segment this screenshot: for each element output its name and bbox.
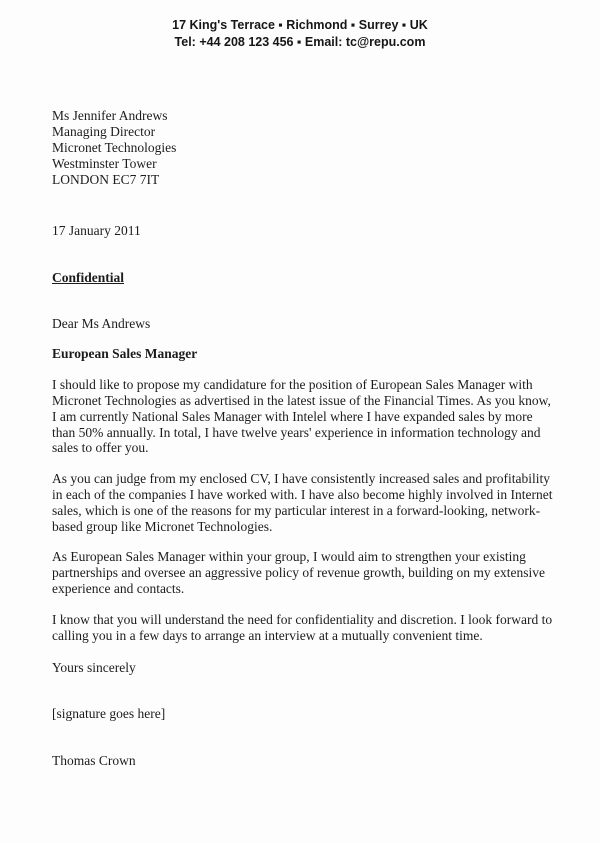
signature-placeholder: [signature goes here] (52, 706, 166, 722)
recipient-city-postcode: LONDON EC7 7IT (52, 172, 160, 187)
closing: Yours sincerely (52, 660, 136, 676)
letterhead (0, 0, 600, 51)
letterhead-contact-line: Tel: +44 208 123 456 ▪ Email: tc@repu.com (174, 35, 426, 49)
letter-body (52, 108, 554, 769)
body-paragraph-3: As European Sales Manager within your group, I would aim to strengthen your existing partnerships and oversee an aggressive policy of revenue growth, building on my extensive experience and contacts. (52, 549, 545, 596)
salutation: Dear Ms Andrews (52, 315, 151, 331)
subject-line: European Sales Manager (52, 346, 198, 362)
recipient-title: Managing Director (52, 124, 156, 139)
body-paragraph-1: I should like to propose my candidature for the position of European Sales Manager with Micronet Technologies as advertised in the latest issue of the Financial Times. As you know, I am currently National Sales Manager with Intelel where I have expanded sales by more than 50% annually. In total, I have twelve years' experience in information technology and sales to offer you. (52, 377, 551, 456)
body-paragraph-4: I know that you will understand the need for confidentiality and discretion. I look forward to calling you in a few days to arrange an interview at a mutually convenient time. (52, 611, 553, 643)
recipient-company: Micronet Technologies (52, 140, 177, 155)
confidential-label: Confidential (52, 269, 125, 285)
signatory-name: Thomas Crown (52, 752, 136, 768)
recipient-building: Westminster Tower (52, 156, 157, 171)
date: 17 January 2011 (52, 223, 141, 238)
letterhead-address-line: 17 King's Terrace ▪ Richmond ▪ Surrey ▪ UK (172, 18, 428, 32)
recipient-name: Ms Jennifer Andrews (52, 108, 168, 123)
recipient-block (52, 108, 554, 188)
body-paragraph-2: As you can judge from my enclosed CV, I have consistently increased sales and profitability in each of the companies I have worked with. I have also become highly involved in Internet sales, which is one of the reasons for my particular interest in a forward-looking, network-based group like Micronet Technologies. (52, 471, 553, 534)
